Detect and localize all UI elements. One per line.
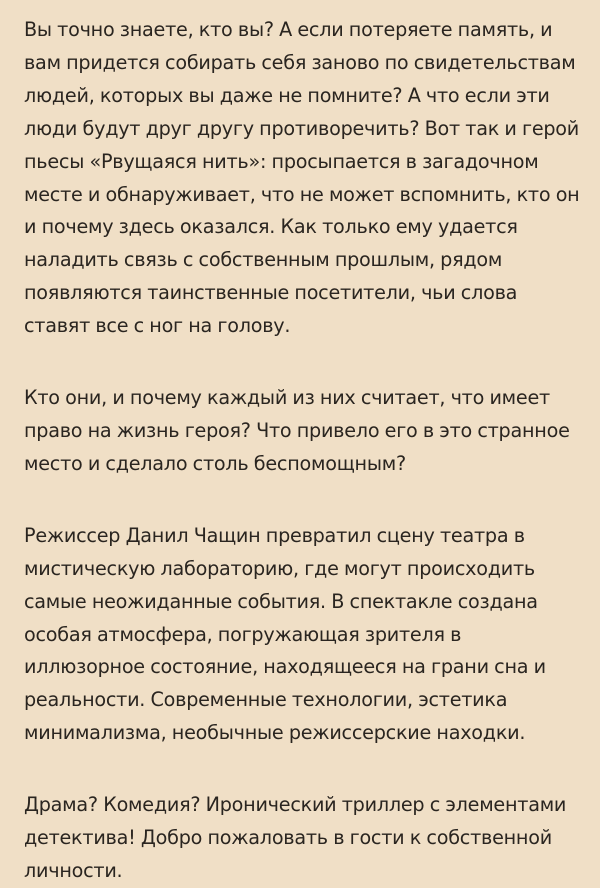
paragraph-questions: Кто они, и почему каждый из них считает, что имеет право на жизнь героя? Что привело его в это странное место и сделало столь беспомощным? [24,386,570,475]
paragraph-intro: Вы точно знаете, кто вы? А если потеряете память, и вам придется собирать себя заново по свидетельствам людей, которых вы даже не помните? А что если эти люди будут друг другу противоречить? Вот так и герой пьесы «Рвущаяся нить»: просыпается в загадочном месте и обнаруживает, что не может вспомнить, кто он и почему здесь оказался. Как только ему удается наладить связь с собственным прошлым, рядом появляются таинственные посетители, чьи слова ставят все с ног на голову. [24,18,580,338]
paragraph-genre: Драма? Комедия? Иронический триллер с элементами детектива! Добро пожаловать в гости к собственной личности. [24,793,567,882]
article-body [24,14,580,888]
paragraph-director: Режиссер Данил Чащин превратил сцену театра в мистическую лабораторию, где могут происходить самые неожиданные события. В спектакле создана особая атмосфера, погружающая зрителя в иллюзорное состояние, находящееся на грани сна и реальности. Современные технологии, эстетика минимализма, необычные режиссерские находки. [24,523,546,745]
